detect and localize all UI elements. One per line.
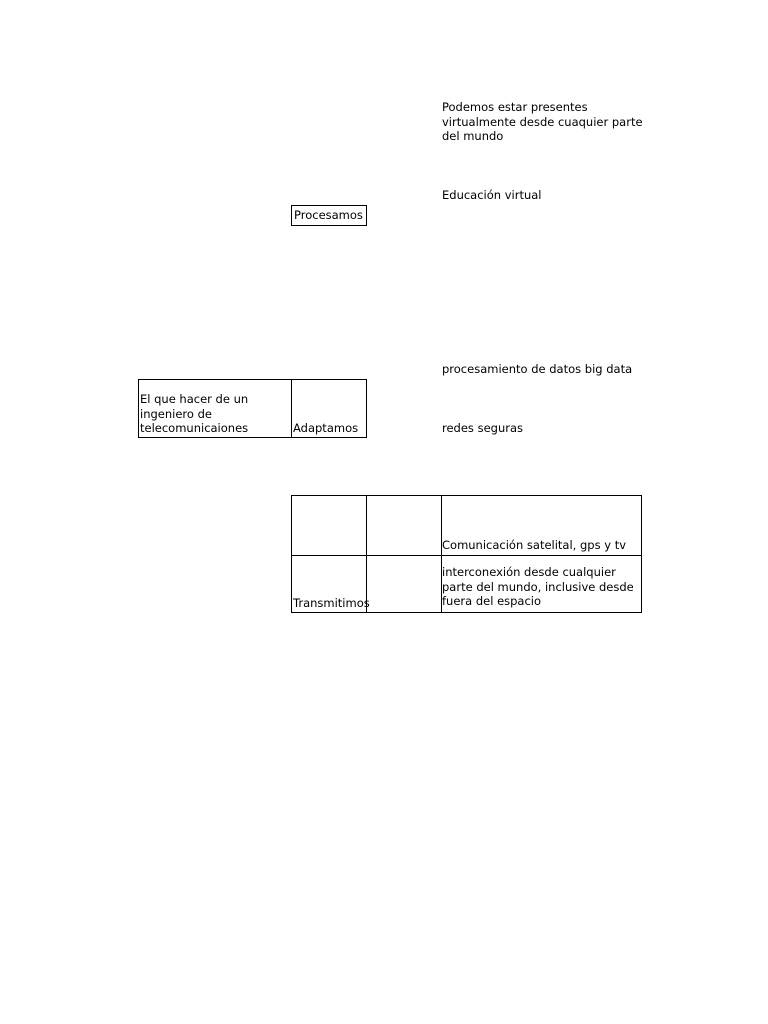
text-redes-seguras: redes seguras	[442, 421, 523, 435]
cell-grid-r2c2[interactable]	[366, 555, 442, 613]
text-line: del mundo	[442, 129, 504, 143]
cell-grid-r1c2[interactable]	[366, 495, 442, 556]
text-line: El que hacer de un	[140, 392, 249, 406]
text-presentes	[442, 100, 643, 144]
text-line: telecomunicaiones	[140, 421, 249, 435]
text-big-data: procesamiento de datos big data	[442, 362, 633, 376]
text-line: ingeniero de	[140, 406, 212, 421]
cell-ingeniero-label	[140, 392, 248, 436]
text-line: interconexión desde cualquier	[442, 565, 616, 579]
cell-satelital[interactable]	[441, 495, 642, 556]
text-educacion-virtual: Educación virtual	[442, 188, 542, 202]
cell-procesamos[interactable]	[291, 205, 367, 226]
cell-interconexion[interactable]	[441, 555, 642, 613]
cell-grid-r1c1[interactable]	[291, 495, 367, 556]
cell-adaptamos-label: Adaptamos	[293, 421, 359, 435]
text-line: fuera del espacio	[442, 594, 542, 608]
cell-transmitimos-label: Transmitimos	[293, 596, 370, 610]
cell-satelital-label: Comunicación satelital, gps y tv	[442, 538, 627, 552]
cell-interconexion-label	[442, 565, 634, 609]
text-line: virtualmente desde cuaquier parte	[442, 114, 643, 129]
cell-procesamos-label: Procesamos	[294, 208, 363, 222]
text-line: Podemos estar presentes	[442, 100, 588, 114]
cell-adaptamos[interactable]	[291, 379, 367, 438]
text-line: parte del mundo, inclusive desde	[442, 579, 634, 594]
cell-ingeniero[interactable]	[138, 379, 292, 438]
